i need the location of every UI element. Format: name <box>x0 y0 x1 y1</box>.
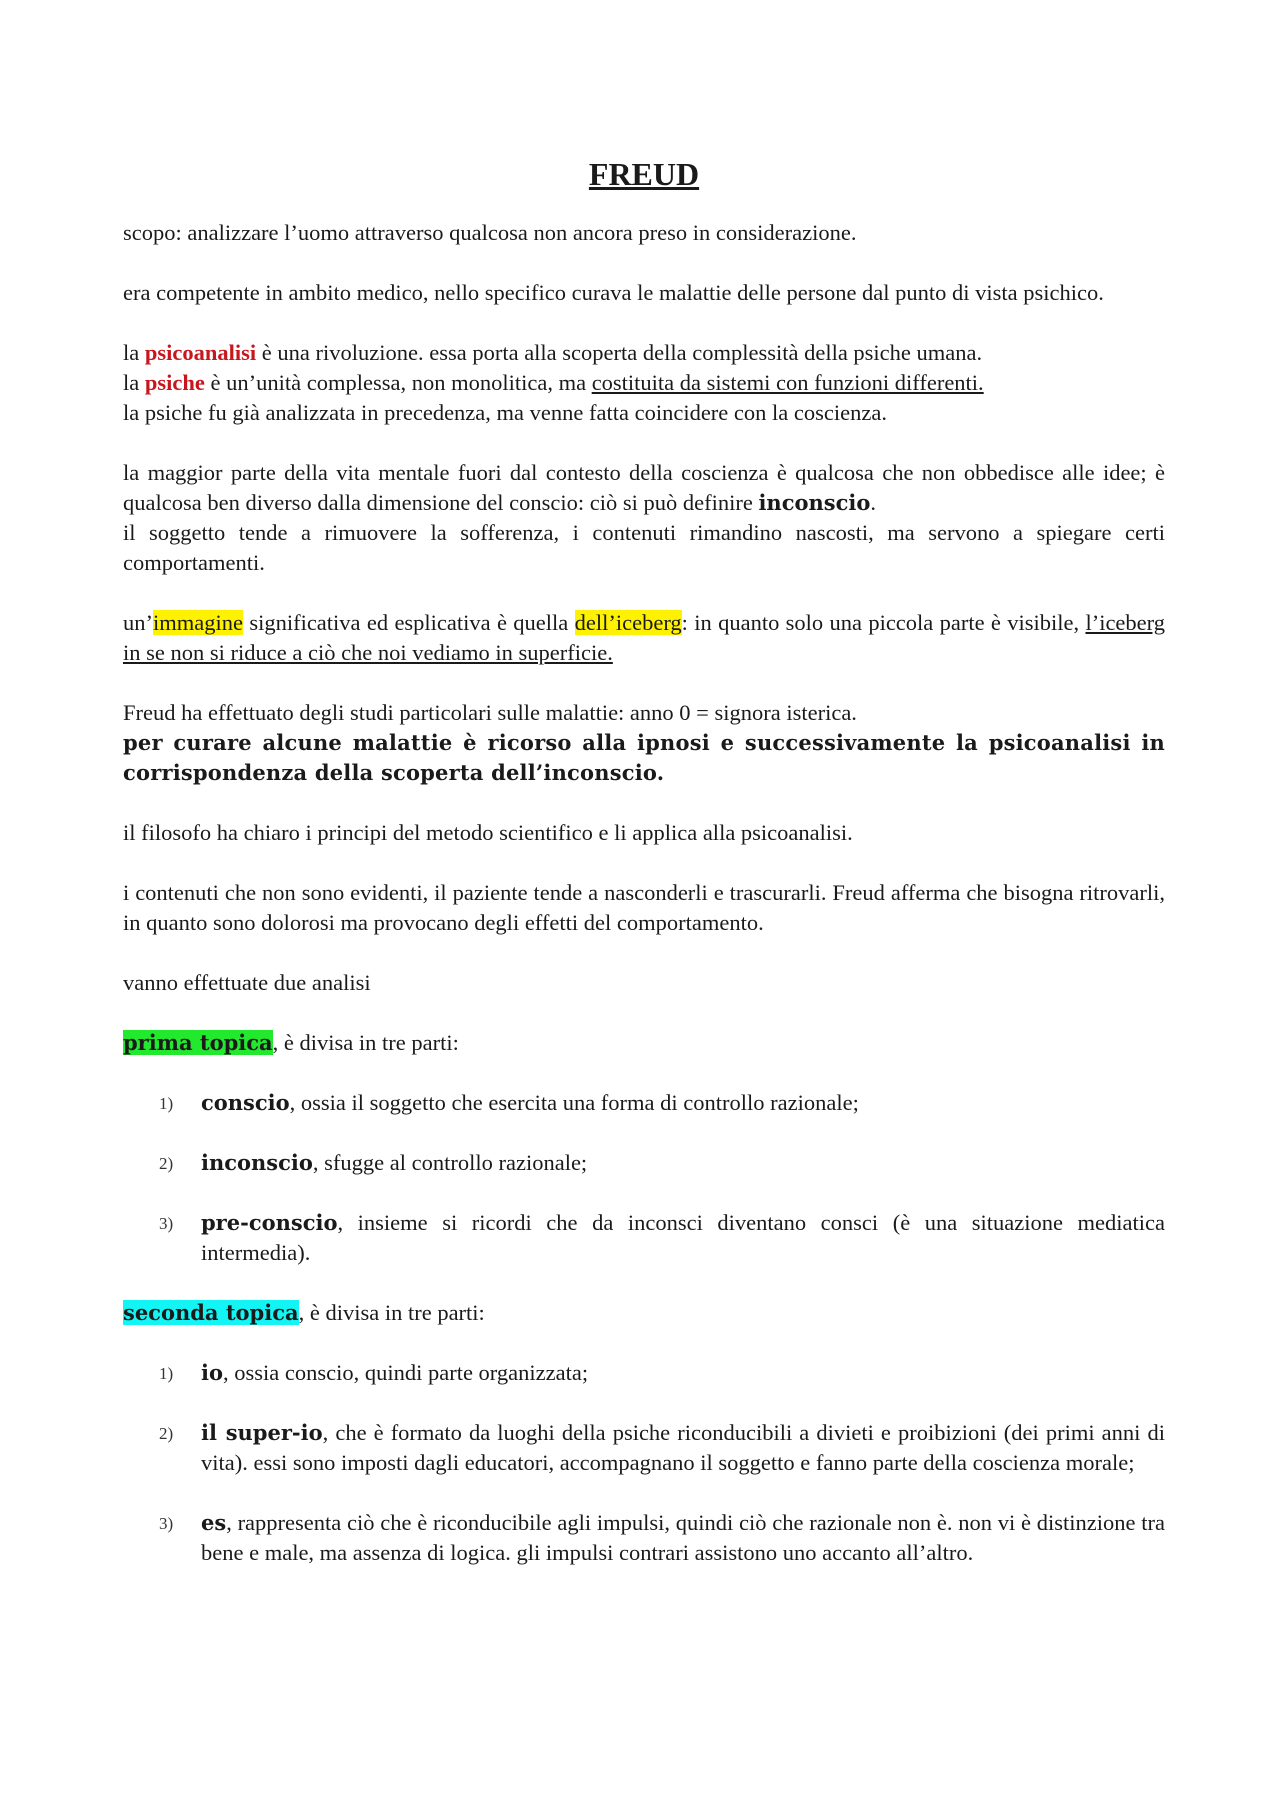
paragraph-inconscio <box>123 458 1165 578</box>
list-prima-topica <box>123 1088 1165 1268</box>
list-item <box>123 1508 1165 1568</box>
paragraph-scopo: scopo: analizzare l’uomo attraverso qualcosa non ancora preso in considerazione. <box>123 220 857 245</box>
bold-statement: per curare alcune malattie è ricorso alla ipnosi e successivamente la psicoanalisi in corrispondenza della scoperta dell’inconscio. <box>123 730 1165 785</box>
underlined-text: l’iceberg in se non si riduce a ciò che noi vediamo in superficie. <box>123 610 1165 665</box>
text-fragment: significativa ed esplicativa è quella <box>242 610 575 635</box>
list-text: , sfugge al controllo razionale; <box>312 1150 588 1175</box>
list-term: pre-conscio <box>201 1210 338 1235</box>
list-number: 1) <box>159 1094 174 1113</box>
highlight-immagine: immagine <box>153 610 243 635</box>
term-inconscio: inconscio <box>758 490 871 515</box>
highlight-prima-topica: prima topica <box>123 1030 273 1055</box>
text-fragment: la maggior parte della vita mentale fuori dal contesto della coscienza è qualcosa che non obbedisce alle idee; è qualcosa ben diverso dalla dimensione del conscio: ciò si può definire <box>123 460 1165 515</box>
text-fragment: , è divisa in tre parti: <box>272 1030 459 1055</box>
list-number: 3) <box>159 1514 174 1533</box>
paragraph-studi <box>123 698 1165 788</box>
list-number: 2) <box>159 1424 174 1443</box>
list-term: il super-io <box>201 1420 323 1445</box>
term-psiche: psiche <box>144 370 205 395</box>
heading-prima-topica <box>123 1028 1165 1058</box>
text-fragment: , è divisa in tre parti: <box>298 1300 485 1325</box>
list-item <box>123 1208 1165 1268</box>
list-item <box>123 1358 1165 1388</box>
paragraph-medico: era competente in ambito medico, nello specifico curava le malattie delle persone dal punto di vista psichico. <box>123 280 1104 305</box>
list-term: es <box>201 1510 227 1535</box>
text-fragment: . <box>870 490 876 515</box>
list-number: 2) <box>159 1154 174 1173</box>
highlight-iceberg: dell’iceberg <box>574 610 682 635</box>
text-fragment: la <box>123 370 145 395</box>
list-text: , che è formato da luoghi della psiche riconducibili a divieti e proibizioni (dei primi anni di vita). essi sono imposti dagli educatori, accompagnano il soggetto e fanno parte della coscienza morale; <box>201 1420 1166 1475</box>
list-number: 1) <box>159 1364 174 1383</box>
list-text: , insieme si ricordi che da inconsci diventano consci (è una situazione mediatica intermedia). <box>201 1210 1165 1265</box>
text-fragment: Freud ha effettuato degli studi particolari sulle malattie: anno 0 = signora isterica. <box>123 700 857 725</box>
page-title: FREUD <box>588 156 700 192</box>
list-term: inconscio <box>201 1150 313 1175</box>
text-fragment: la <box>123 340 145 365</box>
heading-seconda-topica <box>123 1298 1165 1328</box>
list-term: conscio <box>201 1090 290 1115</box>
list-item <box>123 1088 1165 1118</box>
list-number: 3) <box>159 1214 174 1233</box>
paragraph-analisi: vanno effettuate due analisi <box>123 970 371 995</box>
highlight-seconda-topica: seconda topica <box>123 1300 299 1325</box>
list-text: , ossia il soggetto che esercita una forma di controllo razionale; <box>289 1090 859 1115</box>
text-fragment: un’ <box>123 610 153 635</box>
text-fragment: è una rivoluzione. essa porta alla scoperta della complessità della psiche umana. <box>256 340 983 365</box>
text-fragment: : in quanto solo una piccola parte è visibile, <box>681 610 1086 635</box>
list-term: io <box>201 1360 223 1385</box>
document-page <box>123 140 1165 1598</box>
list-text: , rappresenta ciò che è riconducibile agli impulsi, quindi ciò che razionale non è. non vi è distinzione tra bene e male, ma assenza di logica. gli impulsi contrari assistono uno accanto all’altro. <box>201 1510 1165 1565</box>
text-fragment: la psiche fu già analizzata in precedenza, ma venne fatta coincidere con la coscienza. <box>123 400 887 425</box>
list-text: , ossia conscio, quindi parte organizzata; <box>222 1360 589 1385</box>
paragraph-contenuti: i contenuti che non sono evidenti, il paziente tende a nasconderli e trascurarli. Freud afferma che bisogna ritrovarli, in quanto sono dolorosi ma provocano degli effetti del comportamento. <box>123 880 1165 935</box>
list-item <box>123 1148 1165 1178</box>
list-seconda-topica <box>123 1358 1165 1568</box>
paragraph-iceberg <box>123 608 1165 668</box>
term-psicoanalisi: psicoanalisi <box>144 340 257 365</box>
text-fragment: il soggetto tende a rimuovere la sofferenza, i contenuti rimandino nascosti, ma servono a spiegare certi comportamenti. <box>123 520 1165 575</box>
list-item <box>123 1418 1165 1478</box>
text-fragment: è un’unità complessa, non monolitica, ma <box>204 370 592 395</box>
paragraph-metodo: il filosofo ha chiaro i principi del metodo scientifico e li applica alla psicoanalisi. <box>123 820 853 845</box>
paragraph-psicoanalisi <box>123 338 1165 428</box>
underlined-text: costituita da sistemi con funzioni differenti. <box>591 370 984 395</box>
